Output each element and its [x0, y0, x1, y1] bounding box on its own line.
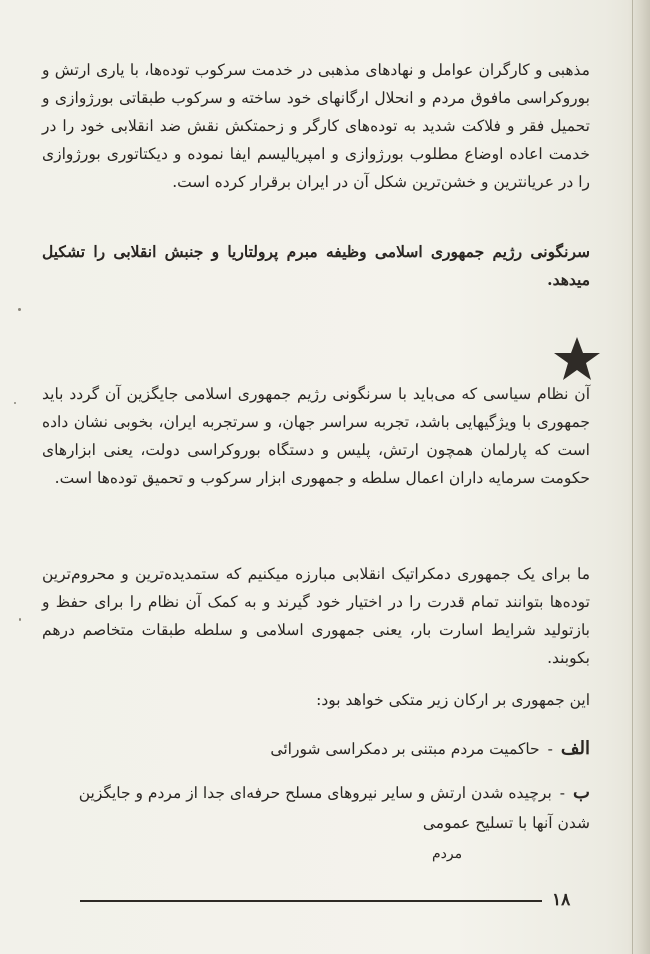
list-item-b-last-word: مردم	[432, 846, 463, 862]
page-number: ۱۸	[552, 890, 571, 910]
list-item-a-text: حاکمیت مردم مبتنی بر دمکراسی شورائی	[270, 740, 540, 758]
list-item-b-text: برچیده شدن ارتش و سایر نیروهای مسلح حرفه‌ای جدا از مردم و جایگزین شدن آنها با تسلیح عمومی	[78, 784, 590, 832]
list-dash: -	[547, 740, 553, 758]
paper-speck	[19, 618, 21, 621]
paragraph-5	[42, 686, 590, 714]
paragraph-3-text: آن نظام سیاسی که می‌باید با سرنگونی رژیم جمهوری اسلامی جایگزین آن گردد باید جمهوری با ویژگیهایی باشد، تجربه سراسر جهان، و سرتجربه ایران، بخوبی نشان داده است که پارلمان همچون ارتش، پلیس و دستگاه بوروکراسی دولت، یعنی ابزارهای حکومت سرمایه داران اعمال سلطه و جمهوری ابزار سرکوب و تحمیق توده‌ها است.	[42, 385, 590, 487]
list-marker-a: الف	[560, 738, 590, 759]
list-item-a	[50, 734, 590, 764]
paragraph-2	[42, 238, 590, 294]
paragraph-4	[42, 560, 590, 672]
star-icon	[553, 335, 601, 383]
page-edge-line	[632, 0, 633, 954]
paragraph-1-text: مذهبی و کارگران عوامل و نهادهای مذهبی در خدمت سرکوب توده‌ها، با یاری ارتش و بوروکراسی مافوق مردم و انحلال ارگانهای خود ساخته و سرکوب طبقاتی بورژوازی و تحمیل فقر و فلاکت شدید به توده‌های کارگر و زحمتکش نقش ضد انقلابی خود را در خدمت اعاده اوضاع مطلوب بورژوازی و امپریالیسم ایفا نموده و دیکتاتوری بورژوازی را در عریانترین و خشن‌ترین شکل آن در ایران برقرار کرده است.	[42, 61, 590, 191]
list-dash: -	[559, 784, 566, 802]
paragraph-2-text: سرنگونی رژیم جمهوری اسلامی وظیفه مبرم پرولتاریا و جنبش انقلابی را تشکیل میدهد.	[42, 242, 590, 289]
paragraph-1	[42, 56, 590, 196]
list-item-b	[50, 778, 590, 838]
list-marker-b: ب	[573, 782, 590, 803]
paragraph-3	[42, 380, 590, 492]
paragraph-4-text: ما برای یک جمهوری دمکراتیک انقلابی مبارزه میکنیم که ستمدیده‌ترین و محروم‌ترین توده‌ها بتوانند تمام قدرت را در اختیار خود گیرند و به کمک آن نظام را برای حفظ و بازتولید شرایط اسارت بار، یعنی جمهوری اسلامی و سلطه طبقات متخاصم درهم بکوبند.	[42, 565, 590, 667]
footer-rule	[80, 900, 542, 902]
paper-speck	[14, 402, 16, 404]
paragraph-5-text: این جمهوری بر ارکان زیر متکی خواهد بود:	[316, 691, 590, 709]
paper-speck	[18, 308, 21, 311]
